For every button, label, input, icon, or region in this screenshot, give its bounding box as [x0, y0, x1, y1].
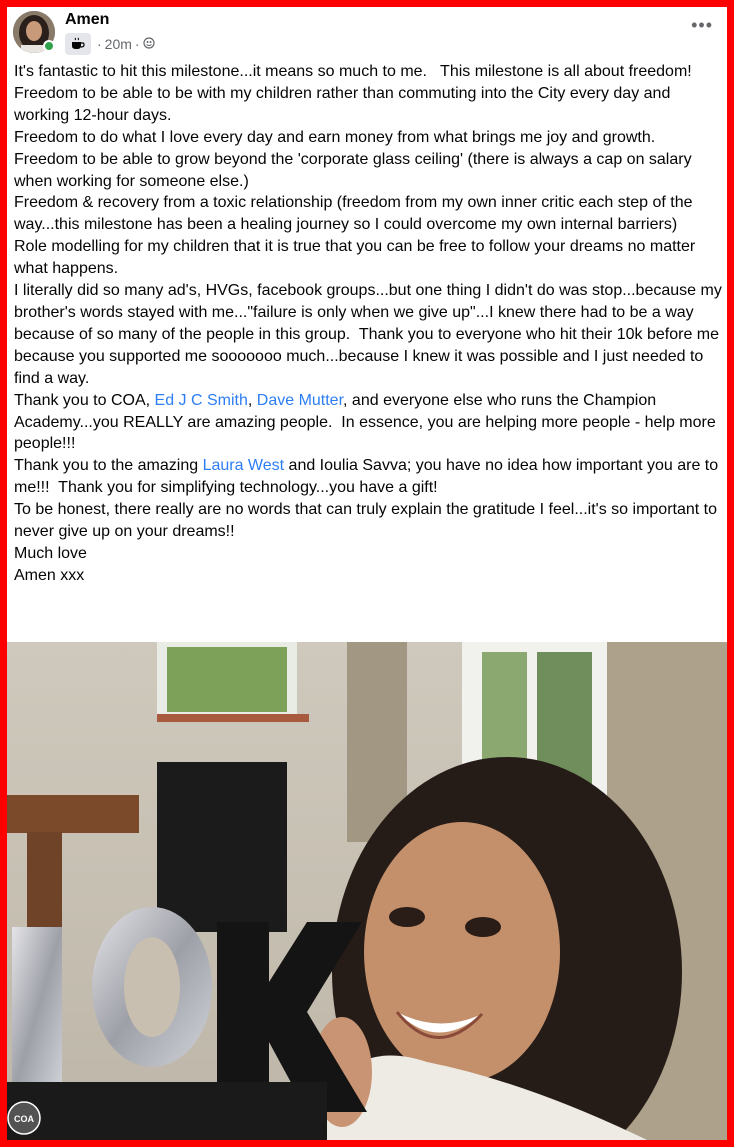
post-body — [14, 61, 726, 587]
coa-watermark: COA — [14, 1114, 34, 1124]
post-text: Freedom to be able to grow beyond the 'corporate glass ceiling' (there is always a cap on salary when working for someone else.) — [14, 150, 697, 190]
post-paragraph — [14, 127, 726, 149]
post-text: Amen xxx — [14, 566, 85, 584]
post-card — [7, 7, 727, 1140]
post-text: , and everyone else who runs the Champion Academy...you REALLY are amazing people. In essence, you are helping more people - help more people!!! — [14, 391, 721, 453]
post-text: I literally did so many ad's, HVGs, facebook groups...but one thing I didn't do was stop...because my brother's words stayed with me..."failure is only when we give up"...I knew there had to be a way because of so many of the people in this group. Thank you to everyone who hit their 10k before me because you supported me sooooooo much...because I knew it was possible and I just needed to find a way. — [14, 282, 727, 387]
more-options-button[interactable]: ••• — [691, 15, 713, 35]
meta-separator: · — [134, 36, 140, 52]
post-paragraph — [14, 61, 726, 83]
post-text: Freedom & recovery from a toxic relationship (freedom from my own inner critic each step of the way...this milestone has been a healing journey so I could overcome my own internal barriers) — [14, 194, 697, 234]
mention-link[interactable]: Dave Mutter — [256, 391, 344, 409]
post-text: Thank you to the amazing — [14, 457, 203, 475]
globe-icon — [143, 36, 155, 52]
post-paragraph — [14, 149, 726, 193]
meta-separator: · — [97, 36, 102, 52]
coffee-icon — [65, 33, 91, 55]
post-paragraph — [14, 236, 726, 280]
trophy-10k — [7, 907, 367, 1140]
post-text: It's fantastic to hit this milestone...it means so much to me. This milestone is all about freedom! — [14, 63, 692, 80]
post-paragraph — [14, 83, 726, 127]
post-author[interactable]: Amen — [65, 11, 110, 28]
post-paragraph — [14, 455, 726, 499]
post-paragraph — [14, 499, 726, 543]
post-paragraph — [14, 390, 726, 456]
online-status-dot — [43, 40, 55, 52]
post-text: and Ioulia Savva; you have no idea how important you are to me!!! Thank you for simplifying technology...you have a gift! — [14, 457, 723, 497]
post-text: Freedom to be able to be with my children rather than commuting into the City every day and working 12-hour days. — [14, 84, 675, 124]
mention-link[interactable]: Laura West — [202, 457, 285, 475]
mention-link[interactable]: Ed J C Smith — [154, 391, 248, 409]
post-paragraph — [14, 192, 726, 236]
post-time[interactable]: 20m — [104, 36, 132, 52]
post-text: Freedom to do what I love every day and earn money from what brings me joy and growth. — [14, 128, 656, 146]
post-text: Role modelling for my children that it is true that you can be free to follow your dreams no matter what happens. — [14, 238, 700, 278]
post-text: , — [247, 391, 257, 409]
post-paragraph — [14, 565, 726, 587]
post-header — [7, 7, 727, 65]
post-paragraph — [14, 543, 726, 565]
post-photo[interactable] — [7, 642, 727, 1140]
post-text: Much love — [14, 544, 87, 562]
post-paragraph — [14, 280, 726, 390]
post-text: Thank you to COA, — [14, 391, 155, 409]
post-text: To be honest, there really are no words that can truly explain the gratitude I feel...it's so important to never give up on your dreams!! — [14, 501, 722, 541]
post-meta — [65, 33, 155, 55]
